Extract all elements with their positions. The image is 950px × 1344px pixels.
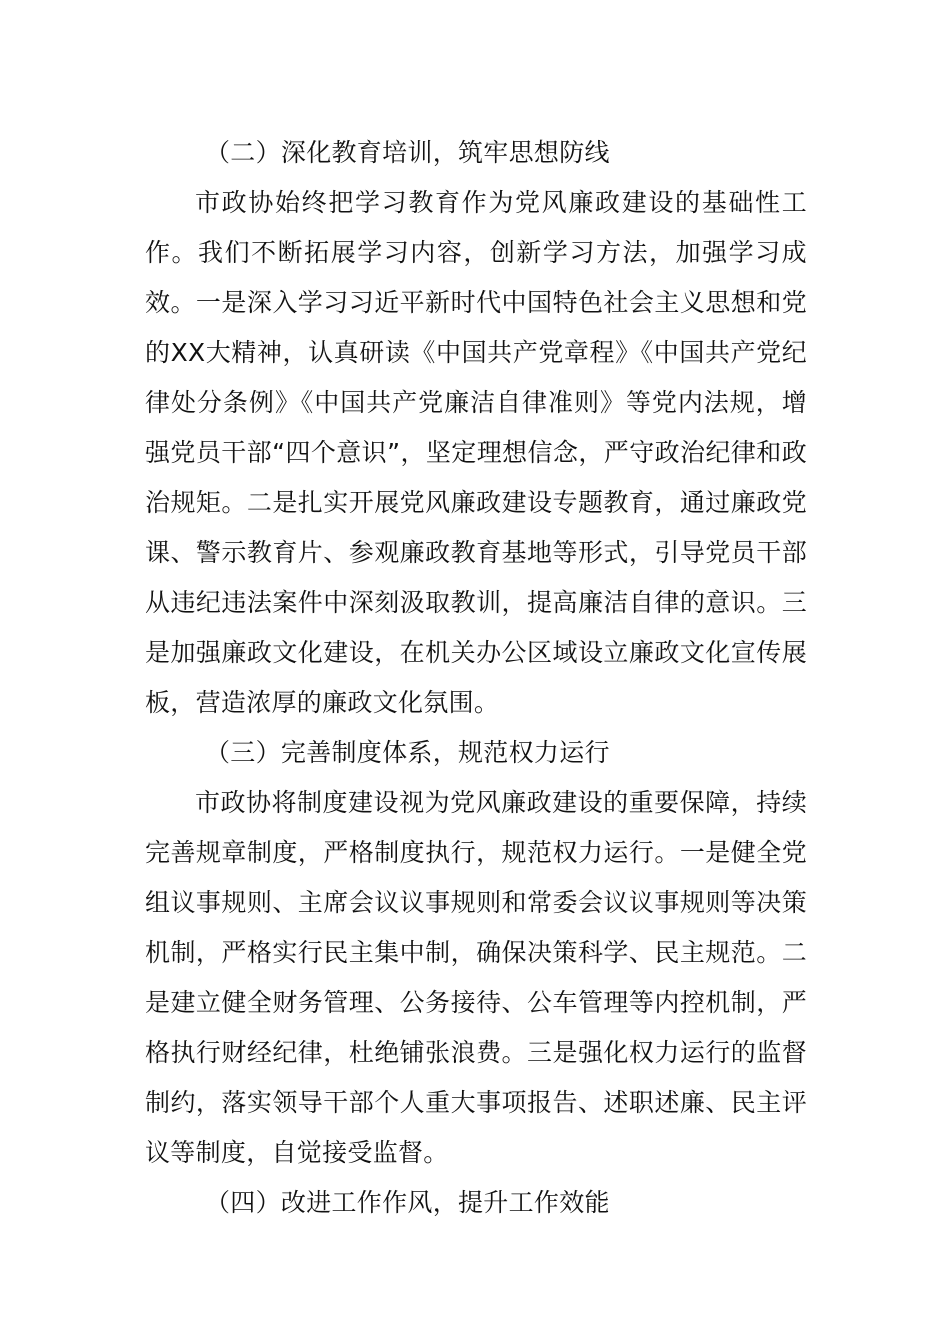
section-heading-3: （三）完善制度体系，规范权力运行 [205, 738, 610, 767]
document-page [145, 128, 807, 1228]
section-heading-4: （四）改进工作作风，提升工作效能 [205, 1188, 610, 1217]
section-body-3: 市政协将制度建设视为党风廉政建设的重要保障，持续完善规章制度，严格制度执行，规范权力运行。一是健全党组议事规则、主席会议议事规则和常委会议议事规则等决策机制，严格实行民主集中制，确保决策科学、民主规范。二是建立健全财务管理、公务接待、公车管理等内控机制，严格执行财经纪律，杜绝铺张浪费。三是强化权力运行的监督制约，落实领导干部个人重大事项报告、述职述廉、民主评议等制度，自觉接受监督。 [145, 788, 807, 1167]
section-body-2: 市政协始终把学习教育作为党风廉政建设的基础性工作。我们不断拓展学习内容，创新学习方法，加强学习成效。一是深入学习习近平新时代中国特色社会主义思想和党的XX大精神，认真研读《中国共产党章程》《中国共产党纪律处分条例》《中国共产党廉洁自律准则》等党内法规，增强党员干部“四个意识”，坚定理想信念，严守政治纪律和政治规矩。二是扎实开展党风廉政建设专题教育，通过廉政党课、警示教育片、参观廉政教育基地等形式，引导党员干部从违纪违法案件中深刻汲取教训，提高廉洁自律的意识。三是加强廉政文化建设，在机关办公区域设立廉政文化宣传展板，营造浓厚的廉政文化氛围。 [145, 188, 807, 717]
section-heading-2: （二）深化教育培训，筑牢思想防线 [205, 138, 610, 167]
